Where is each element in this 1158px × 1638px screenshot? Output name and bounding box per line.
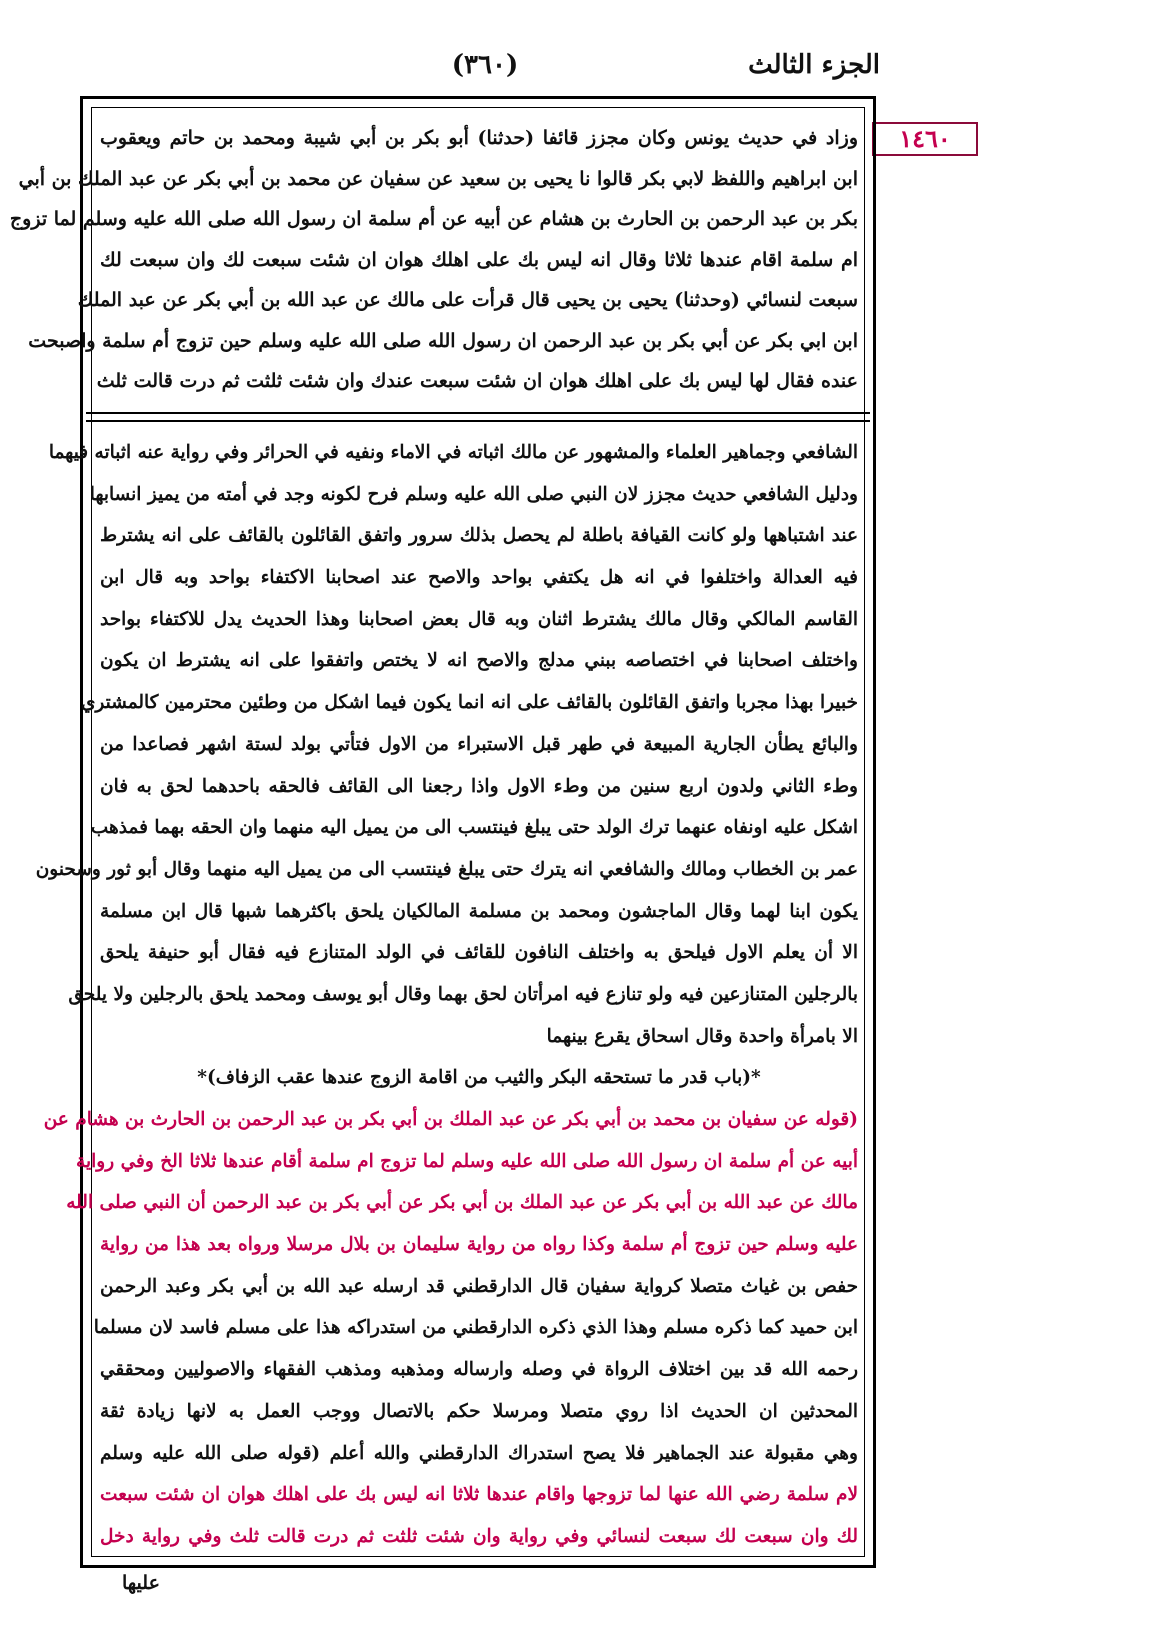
commentary-line: عمر بن الخطاب ومالك والشافعي انه يترك حتى يبلغ فينتسب الى من يميل اليه منهما وقال أبو ثور وسحنون: [35, 858, 858, 880]
commentary-line: ودليل الشافعي حديث مجزز لان النبي صلى الله عليه وسلم فرح لكونه وجد في أمته من يميز انسابها: [89, 483, 858, 505]
commentary-line: الا أن يعلم الاول فيلحق به واختلف النافون للقائف في الولد المتنازع فيه فقال أبو حنيفة يلحق: [100, 942, 858, 964]
commentary-line: المحدثين ان الحديث اذا روي متصلا ومرسلا حكم بالاتصال ووجب العمل به لانها زيادة ثقة: [100, 1400, 858, 1422]
commentary-line: ابن حميد كما ذكره مسلم وهذا الذي ذكره الدارقطني من استدراكه هذا على مسلم فاسد لان مسلما: [93, 1317, 858, 1339]
commentary-line: وطء الثاني ولدون اربع سنين من وطء الاول واذا رجعنا الى القائف فالحقه باحدهما لحق به فان: [100, 775, 858, 797]
commentary-line: القاسم المالكي وقال مالك يشترط اثنان وبه قال بعض اصحابنا وهذا الحديث يدل للاكتفاء بواحد: [100, 608, 858, 630]
commentary-line: لام سلمة رضي الله عنها لما تزوجها واقام عندها ثلاثا انه ليس بك على اهلك هوان ان شئت سبعت: [100, 1484, 858, 1506]
page-header: [80, 50, 880, 90]
hadith-line: بكر بن عبد الرحمن بن الحارث بن هشام عن أبيه عن أم سلمة ان رسول الله صلى الله عليه وسلم لما تزوج: [9, 208, 858, 230]
commentary-line: أبيه عن أم سلمة ان رسول الله صلى الله عليه وسلم لما تزوج ام سلمة أقام عندها ثلاثا الخ وفي رواية: [76, 1150, 858, 1172]
section-divider: [86, 412, 870, 422]
commentary-line: يكون ابنا لهما وقال الماجشون ومحمد بن مسلمة المالكيان يلحق باكثرهما شبها قال ابن مسلمة: [100, 900, 858, 922]
chapter-heading: *(باب قدر ما تستحقه البكر والثيب من اقامة الزوج عندها عقب الزفاف)*: [197, 1067, 761, 1089]
commentary-line: والبائع يطأن الجارية المبيعة في طهر قبل الاستبراء من الاول فتأتي بولد لستة اشهر فصاعدا من: [100, 733, 858, 755]
hadith-number-box: ١٤٦٠: [872, 122, 978, 156]
commentary-line: عند اشتباهها ولو كانت القيافة باطلة لم يحصل بذلك سرور واتفق القائلون بالقائف على انه يشترط: [100, 525, 858, 547]
commentary-line: عليه وسلم حين تزوج أم سلمة وكذا رواه من رواية سليمان بن بلال مرسلا ورواه بعد هذا من رواية: [100, 1234, 858, 1256]
commentary-line: (قوله عن سفيان بن محمد بن أبي بكر عن عبد الملك بن أبي بكر بن عبد الرحمن بن الحارث بن هشام عن: [43, 1109, 858, 1130]
commentary-line: وهي مقبولة عند الجماهير فلا يصح استدراك الدارقطني والله أعلم (قوله صلى الله عليه وسلم: [100, 1442, 858, 1464]
catchword: عليها: [122, 1572, 160, 1594]
commentary-line: مالك عن عبد الله بن أبي بكر عن عبد الملك بن أبي بكر عن أبي بكر بن عبد الرحمن أن النبي صلى الله: [66, 1192, 858, 1214]
commentary-line: واختلف اصحابنا في اختصاصه ببني مدلج والاصح انه لا يختص واتفقوا على انه يشترط ان يكون: [100, 650, 858, 672]
hadith-line: ام سلمة اقام عندها ثلاثا وقال انه ليس بك على اهلك هوان ان شئت سبعت لك وان سبعت لك: [100, 248, 858, 271]
commentary-line: بالرجلين المتنازعين فيه ولو تنازع فيه امرأتان لحق بهما وقال أبو يوسف ومحمد يلحق بالرجلين ولا يلحق: [68, 983, 858, 1005]
hadith-line: عنده فقال لها ليس بك على اهلك هوان ان شئت سبعت عندك وان شئت ثلثت ثم درت قالت ثلث: [96, 370, 858, 392]
hadith-text-section: [9, 118, 858, 404]
commentary-line: خبيرا بهذا مجربا واتفق القائلون بالقائف على انه انما يكون فيما اشكل من وطئين محترمين كالمشتري: [80, 692, 858, 714]
part-title: الجزء الثالث: [748, 50, 880, 80]
hadith-line: ابن ابراهيم واللفظ لابي بكر قالوا نا يحيى بن سعيد عن سفيان عن محمد بن أبي بكر عن عبد الملك بن أبي: [18, 167, 858, 190]
commentary-line: حفص بن غياث متصلا كرواية سفيان قال الدارقطني قد ارسله عبد الله بن أبي بكر وعبد الرحمن: [100, 1275, 858, 1297]
hadith-line: ابن ابي بكر عن أبي بكر بن عبد الرحمن ان رسول الله صلى الله عليه وسلم حين تزوج أم سلمة واصبحت: [28, 329, 858, 352]
commentary-section: [35, 432, 858, 1562]
commentary-line: الا بامرأة واحدة وقال اسحاق يقرع بينهما: [546, 1025, 858, 1047]
commentary-line: اشكل عليه اونفاه عنهما ترك الولد حتى يبلغ فينتسب الى من يميل اليه منهما وان الحقه بهما فمذهب: [90, 817, 858, 839]
hadith-line: وزاد في حديث يونس وكان مجزز قائفا (حدثنا) أبو بكر بن أبي شيبة ومحمد بن حاتم ويعقوب: [100, 127, 858, 149]
page-number: (٣٦٠): [451, 50, 519, 80]
commentary-line: رحمه الله قد بين اختلاف الرواة في وصله وارساله ومذهبه ومذهب الفقهاء والاصوليين ومحققي: [100, 1359, 858, 1381]
commentary-line: فيه العدالة واختلفوا في انه هل يكتفي بواحد والاصح عند اصحابنا الاكتفاء بواحد وبه قال ابن: [100, 567, 858, 589]
commentary-line: الشافعي وجماهير العلماء والمشهور عن مالك اثباته في الاماء ونفيه في الحرائر وفي رواية عنه اثباته فيهما: [48, 442, 858, 463]
commentary-line: لك وان سبعت لك سبعت لنسائي وفي رواية وان شئت ثلثت ثم درت قالت ثلث وفي رواية دخل: [100, 1525, 858, 1547]
hadith-line: سبعت لنسائي (وحدثنا) يحيى بن يحيى قال قرأت على مالك عن عبد الله بن أبي بكر عن عبد الملك: [77, 289, 858, 311]
